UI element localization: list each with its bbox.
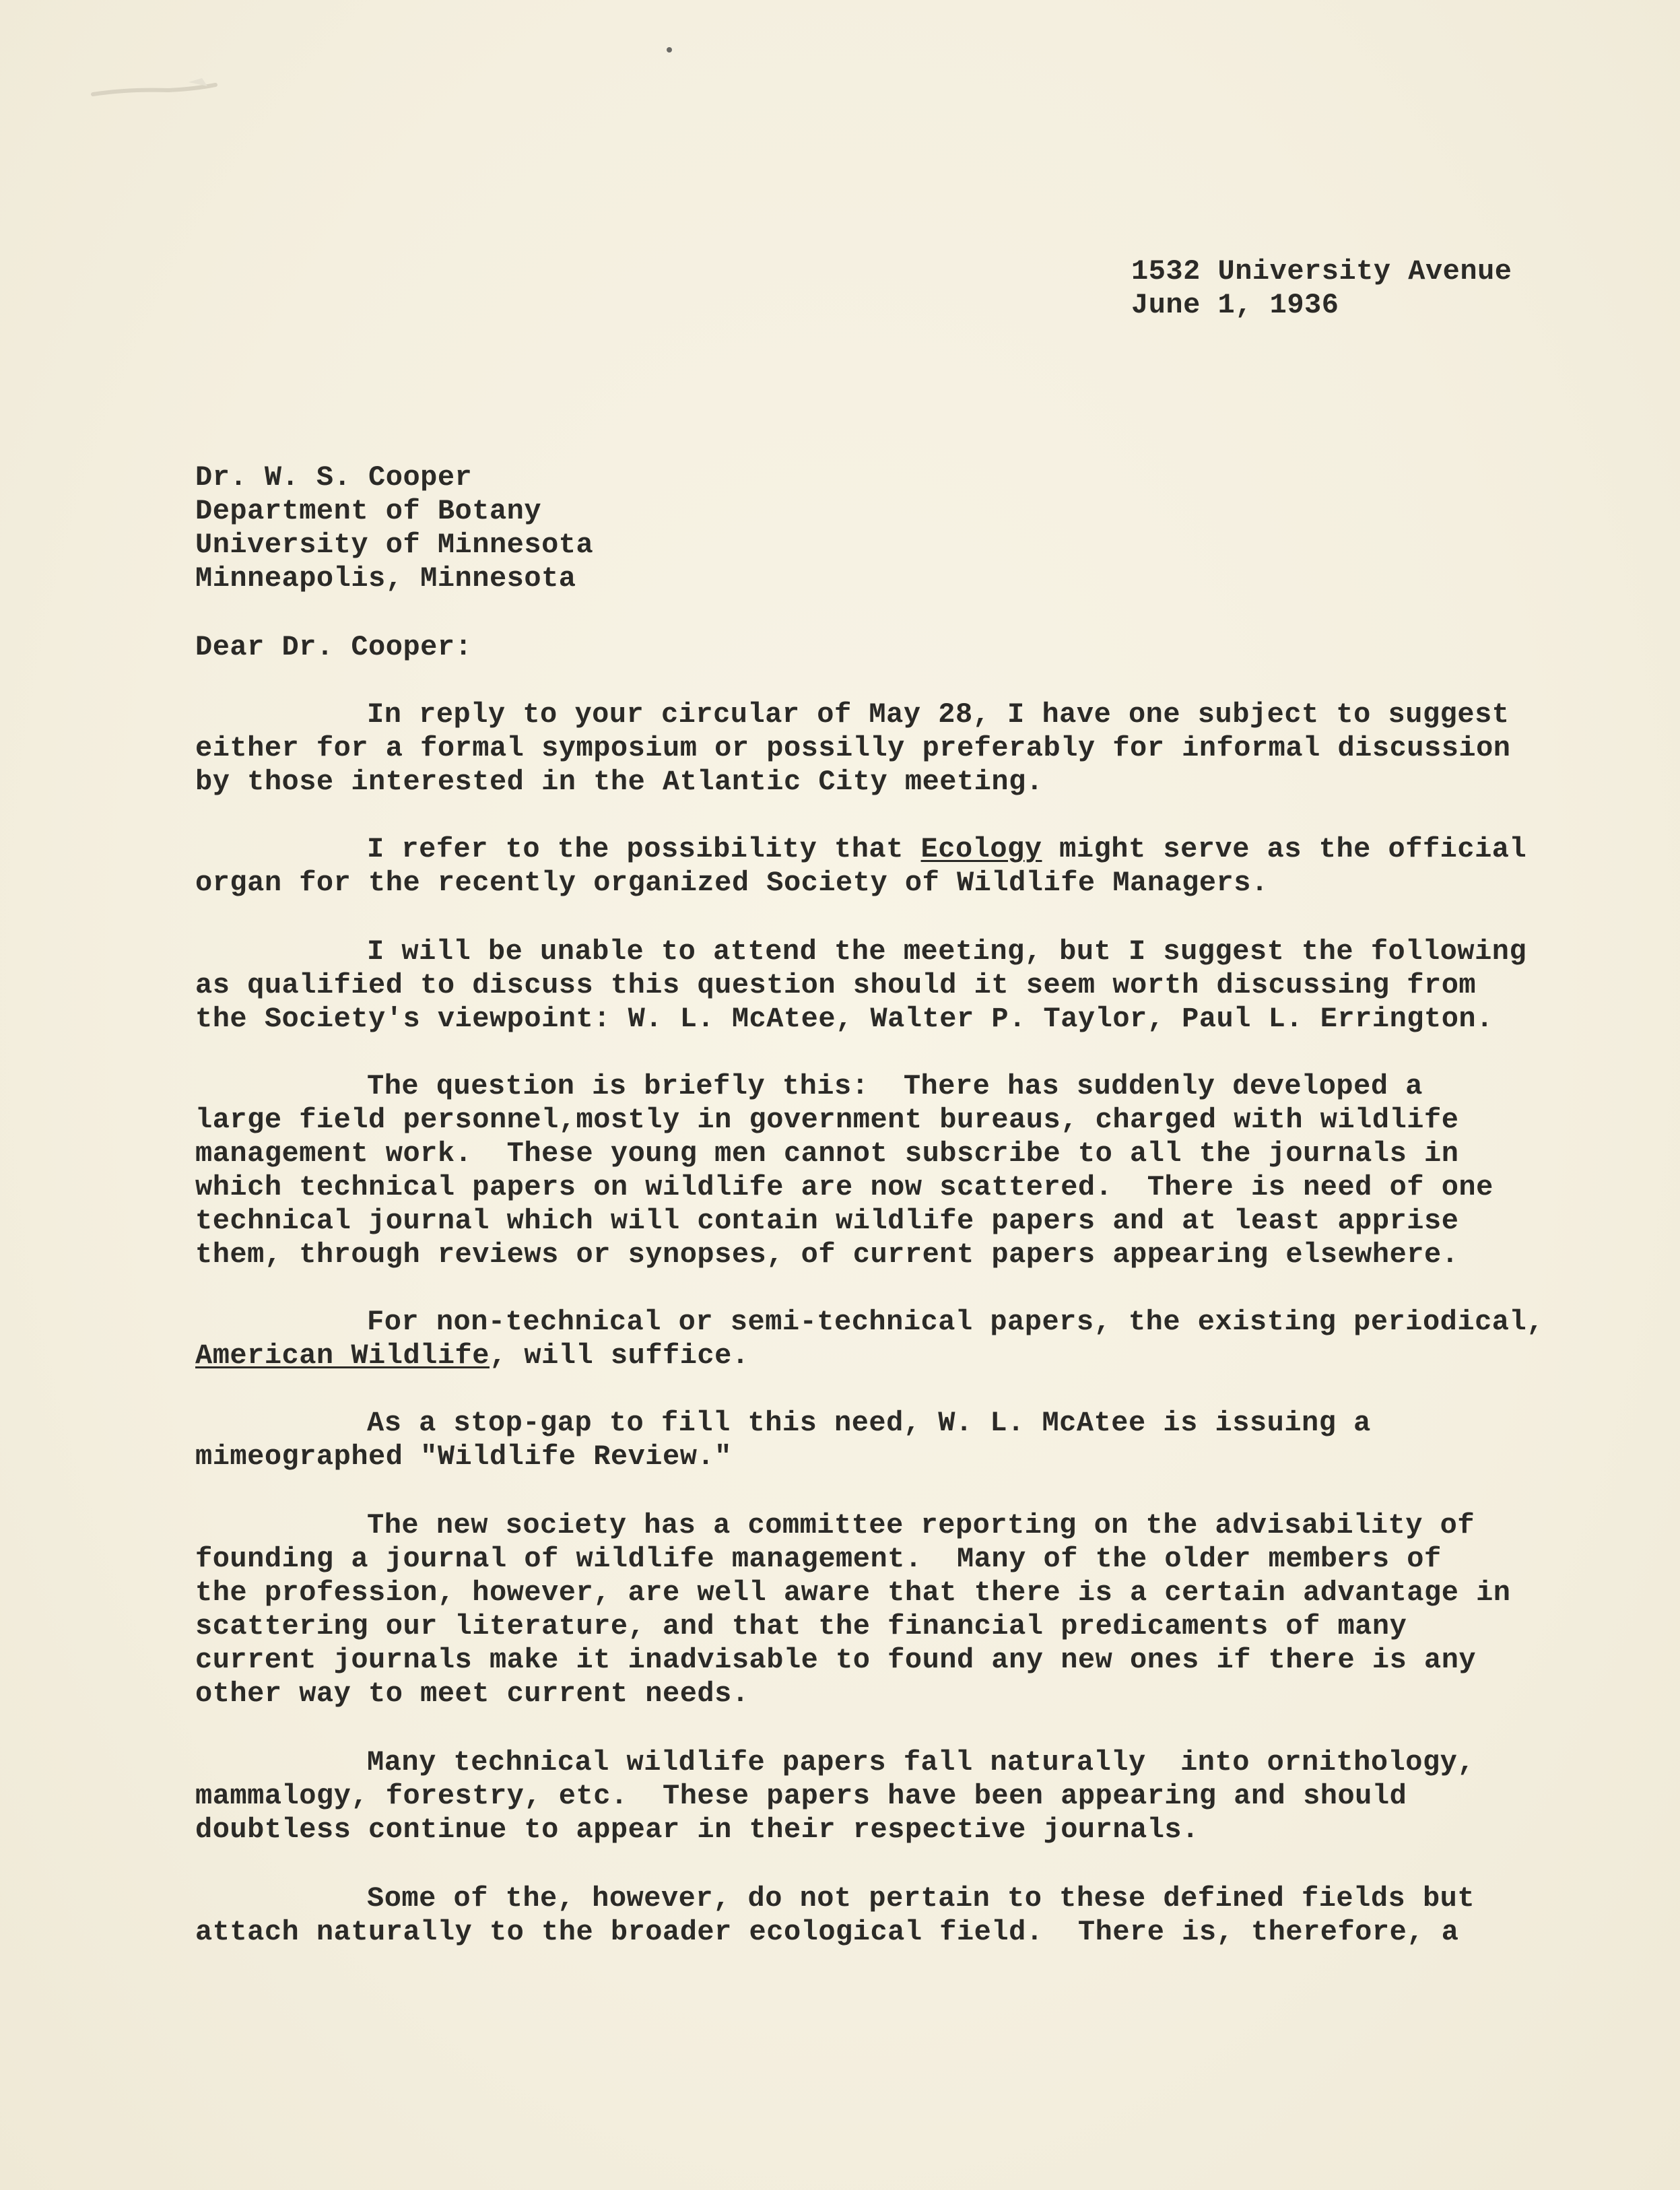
paragraph-9-line: attach naturally to the broader ecological field. There is, therefore, a (195, 1916, 1459, 1948)
paragraph-4-line: The question is briefly this: There has suddenly developed a (367, 1070, 1423, 1102)
paragraph-4-line: large field personnel,mostly in government bureaus, charged with wildlife (195, 1104, 1459, 1136)
paragraph-7-line: the profession, however, are well aware that there is a certain advantage in (195, 1577, 1511, 1609)
letter-date: June 1, 1936 (1131, 289, 1339, 321)
recipient-city: Minneapolis, Minnesota (195, 562, 576, 595)
paragraph-7-line: other way to meet current needs. (195, 1678, 749, 1710)
paragraph-7-line: current journals make it inadvisable to found any new ones if there is any (195, 1644, 1477, 1676)
paragraph-8-line: Many technical wildlife papers fall naturally into ornithology, (367, 1746, 1475, 1779)
recipient-department: Department of Botany (195, 495, 542, 527)
paragraph-2-line (367, 832, 1526, 866)
paragraph-8-line: mammalogy, forestry, etc. These papers have been appearing and should (195, 1780, 1407, 1812)
paragraph-7-line: founding a journal of wildlife management. Many of the older members of (195, 1543, 1442, 1575)
paragraph-2-line: organ for the recently organized Society of Wildlife Managers. (195, 867, 1269, 899)
paper-blemish (88, 75, 222, 102)
paragraph-7-line: The new society has a committee reporting on the advisability of (367, 1509, 1475, 1541)
paragraph-3-line: as qualified to discuss this question should it seem worth discussing from (195, 969, 1477, 1001)
paragraph-1-line: In reply to your circular of May 28, I have one subject to suggest (367, 698, 1510, 731)
paragraph-4-line: which technical papers on wildlife are now scattered. There is need of one (195, 1171, 1493, 1203)
paper-speck (667, 47, 672, 53)
paragraph-8-line: doubtless continue to appear in their respective journals. (195, 1814, 1199, 1846)
paragraph-4-line: them, through reviews or synopses, of current papers appearing elsewhere. (195, 1238, 1459, 1271)
recipient-university: University of Minnesota (195, 529, 594, 561)
paragraph-2-text: I refer to the possibility that (367, 833, 921, 865)
paragraph-5-line (195, 1339, 749, 1372)
paragraph-5-text: , will suffice. (489, 1339, 749, 1372)
recipient-name: Dr. W. S. Cooper (195, 461, 473, 494)
paragraph-3-line: the Society's viewpoint: W. L. McAtee, Walter P. Taylor, Paul L. Errington. (195, 1003, 1493, 1035)
paragraph-4-line: technical journal which will contain wildlife papers and at least apprise (195, 1205, 1459, 1237)
paragraph-3-line: I will be unable to attend the meeting, but I suggest the following (367, 935, 1527, 968)
paragraph-6-line: As a stop-gap to fill this need, W. L. McAtee is issuing a (367, 1407, 1371, 1439)
paragraph-6-line: mimeographed "Wildlife Review." (195, 1440, 732, 1473)
periodical-title-american-wildlife: American Wildlife (195, 1339, 490, 1372)
sender-address: 1532 University Avenue (1131, 255, 1512, 288)
salutation: Dear Dr. Cooper: (195, 631, 473, 663)
paragraph-1-line: by those interested in the Atlantic City meeting. (195, 766, 1044, 798)
paragraph-4-line: management work. These young men cannot subscribe to all the journals in (195, 1137, 1459, 1170)
paragraph-9-line: Some of the, however, do not pertain to these defined fields but (367, 1882, 1475, 1915)
paragraph-7-line: scattering our literature, and that the financial predicaments of many (195, 1610, 1407, 1642)
paragraph-1-line: either for a formal symposium or possilly preferably for informal discussion (195, 732, 1511, 764)
paragraph-2-text: might serve as the official (1042, 833, 1527, 865)
journal-title-ecology: Ecology (920, 833, 1042, 865)
paragraph-5-line: For non-technical or semi-technical papers, the existing periodical, (367, 1306, 1544, 1338)
